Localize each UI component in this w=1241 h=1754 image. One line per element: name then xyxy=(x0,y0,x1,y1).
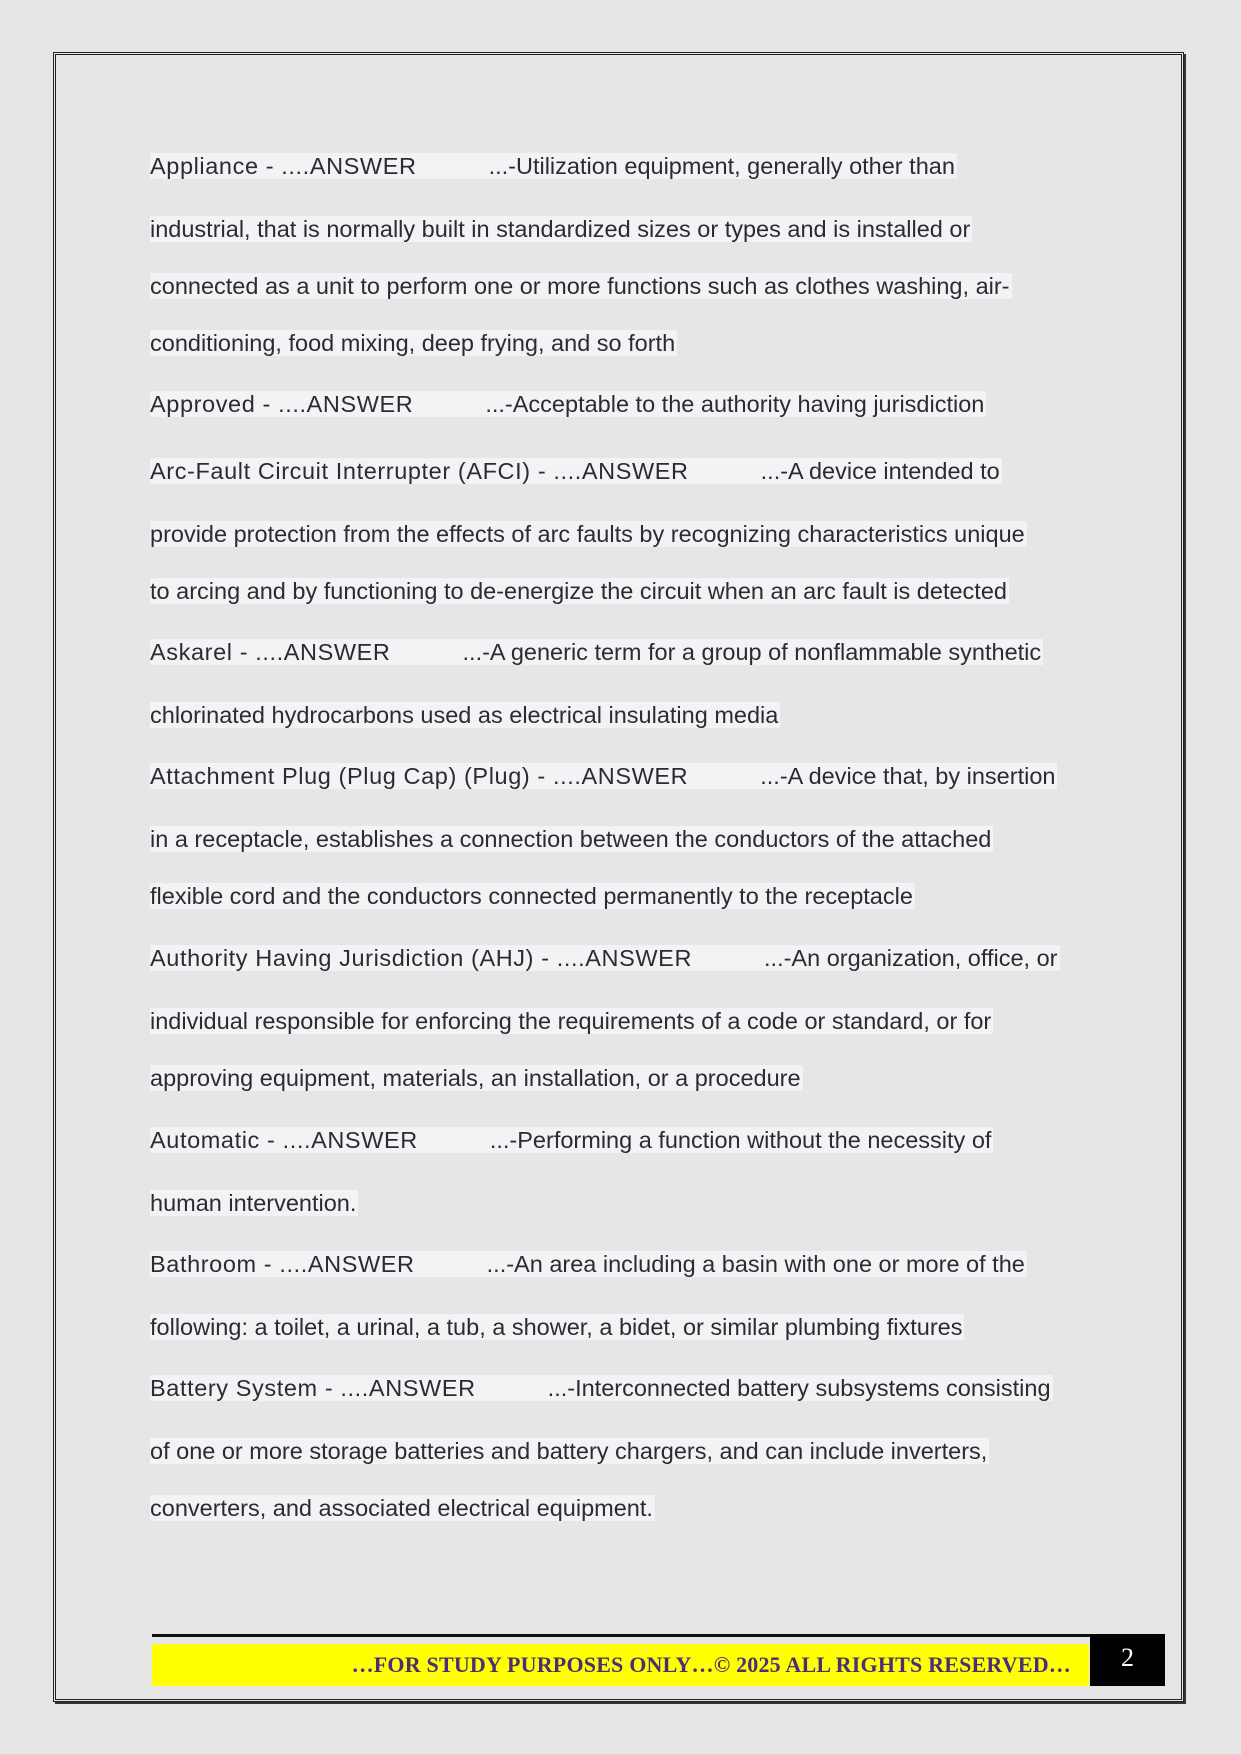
entry-attachment-plug-line-2 xyxy=(150,822,993,856)
entry-definition: ...-An area including a basin with one or more of the xyxy=(486,1251,1025,1277)
entry-afci-line-3 xyxy=(150,574,1009,608)
entry-approved-line-1 xyxy=(150,387,986,421)
entry-afci-line-2 xyxy=(150,517,1027,551)
entry-automatic-line-1 xyxy=(150,1123,993,1157)
entry-term: Automatic - ....ANSWER xyxy=(150,1127,418,1153)
entry-definition: following: a toilet, a urinal, a tub, a shower, a bidet, or similar plumbing fixtures xyxy=(150,1314,963,1340)
entry-term: Attachment Plug (Plug Cap) (Plug) - ....ANSWER xyxy=(150,763,689,789)
entry-term: Battery System - ....ANSWER xyxy=(150,1375,476,1401)
entry-definition: individual responsible for enforcing the requirements of a code or standard, or for xyxy=(150,1008,992,1034)
entry-term: Bathroom - ....ANSWER xyxy=(150,1251,415,1277)
entry-definition: ...-Interconnected battery subsystems consisting xyxy=(547,1375,1051,1401)
entry-term: Appliance - ....ANSWER xyxy=(150,153,417,179)
entry-definition: ...-A device that, by insertion xyxy=(760,763,1056,789)
entry-definition: human intervention. xyxy=(150,1190,357,1216)
entry-definition: chlorinated hydrocarbons used as electrical insulating media xyxy=(150,702,779,728)
entry-term: Askarel - ....ANSWER xyxy=(150,639,391,665)
entry-askarel-line-1 xyxy=(150,635,1043,669)
entry-bathroom-line-2 xyxy=(150,1310,964,1344)
entry-afci-line-1 xyxy=(150,454,1002,488)
entry-askarel-line-2 xyxy=(150,698,780,732)
entry-definition: of one or more storage batteries and battery chargers, and can include inverters, xyxy=(150,1438,988,1464)
entry-ahj-line-3 xyxy=(150,1061,803,1095)
entry-bathroom-line-1 xyxy=(150,1247,1027,1281)
entry-battery-system-line-2 xyxy=(150,1434,989,1468)
entry-definition: in a receptacle, establishes a connection between the conductors of the attached xyxy=(150,826,992,852)
entry-automatic-line-2 xyxy=(150,1186,358,1220)
entry-term: Arc-Fault Circuit Interrupter (AFCI) - ....ANSWER xyxy=(150,458,689,484)
footer-notice: …FOR STUDY PURPOSES ONLY…© 2025 ALL RIGHTS RESERVED… xyxy=(152,1644,1089,1686)
entry-battery-system-line-3 xyxy=(150,1491,655,1525)
entry-term: Approved - ....ANSWER xyxy=(150,391,414,417)
entry-appliance-line-3 xyxy=(150,269,1012,303)
entry-attachment-plug-line-1 xyxy=(150,759,1057,793)
entry-definition: conditioning, food mixing, deep frying, and so forth xyxy=(150,330,676,356)
entry-definition: ...-A generic term for a group of nonflammable synthetic xyxy=(462,639,1042,665)
entry-definition: connected as a unit to perform one or more functions such as clothes washing, air- xyxy=(150,273,1010,299)
entry-definition: ...-Utilization equipment, generally other than xyxy=(488,153,955,179)
entry-definition: flexible cord and the conductors connected permanently to the receptacle xyxy=(150,883,913,909)
entry-term: Authority Having Jurisdiction (AHJ) - ....ANSWER xyxy=(150,945,693,971)
entry-attachment-plug-line-3 xyxy=(150,879,915,913)
entry-appliance-line-4 xyxy=(150,326,677,360)
entry-appliance-line-2 xyxy=(150,212,972,246)
entry-definition: ...-Performing a function without the necessity of xyxy=(489,1127,992,1153)
entry-definition: converters, and associated electrical equipment. xyxy=(150,1495,653,1521)
entry-ahj-line-1 xyxy=(150,941,1060,975)
entry-definition: industrial, that is normally built in standardized sizes or types and is installed or xyxy=(150,216,971,242)
entry-battery-system-line-1 xyxy=(150,1371,1053,1405)
entry-definition: ...-An organization, office, or xyxy=(764,945,1058,971)
entry-definition: to arcing and by functioning to de-energize the circuit when an arc fault is detected xyxy=(150,578,1007,604)
page-number: 2 xyxy=(1090,1634,1165,1686)
entry-ahj-line-2 xyxy=(150,1004,993,1038)
entry-definition: ...-Acceptable to the authority having jurisdiction xyxy=(485,391,985,417)
entry-appliance-line-1 xyxy=(150,149,957,183)
footer-rule xyxy=(152,1634,1090,1637)
entry-definition: ...-A device intended to xyxy=(760,458,1000,484)
entry-definition: provide protection from the effects of arc faults by recognizing characteristics unique xyxy=(150,521,1025,547)
entry-definition: approving equipment, materials, an installation, or a procedure xyxy=(150,1065,801,1091)
